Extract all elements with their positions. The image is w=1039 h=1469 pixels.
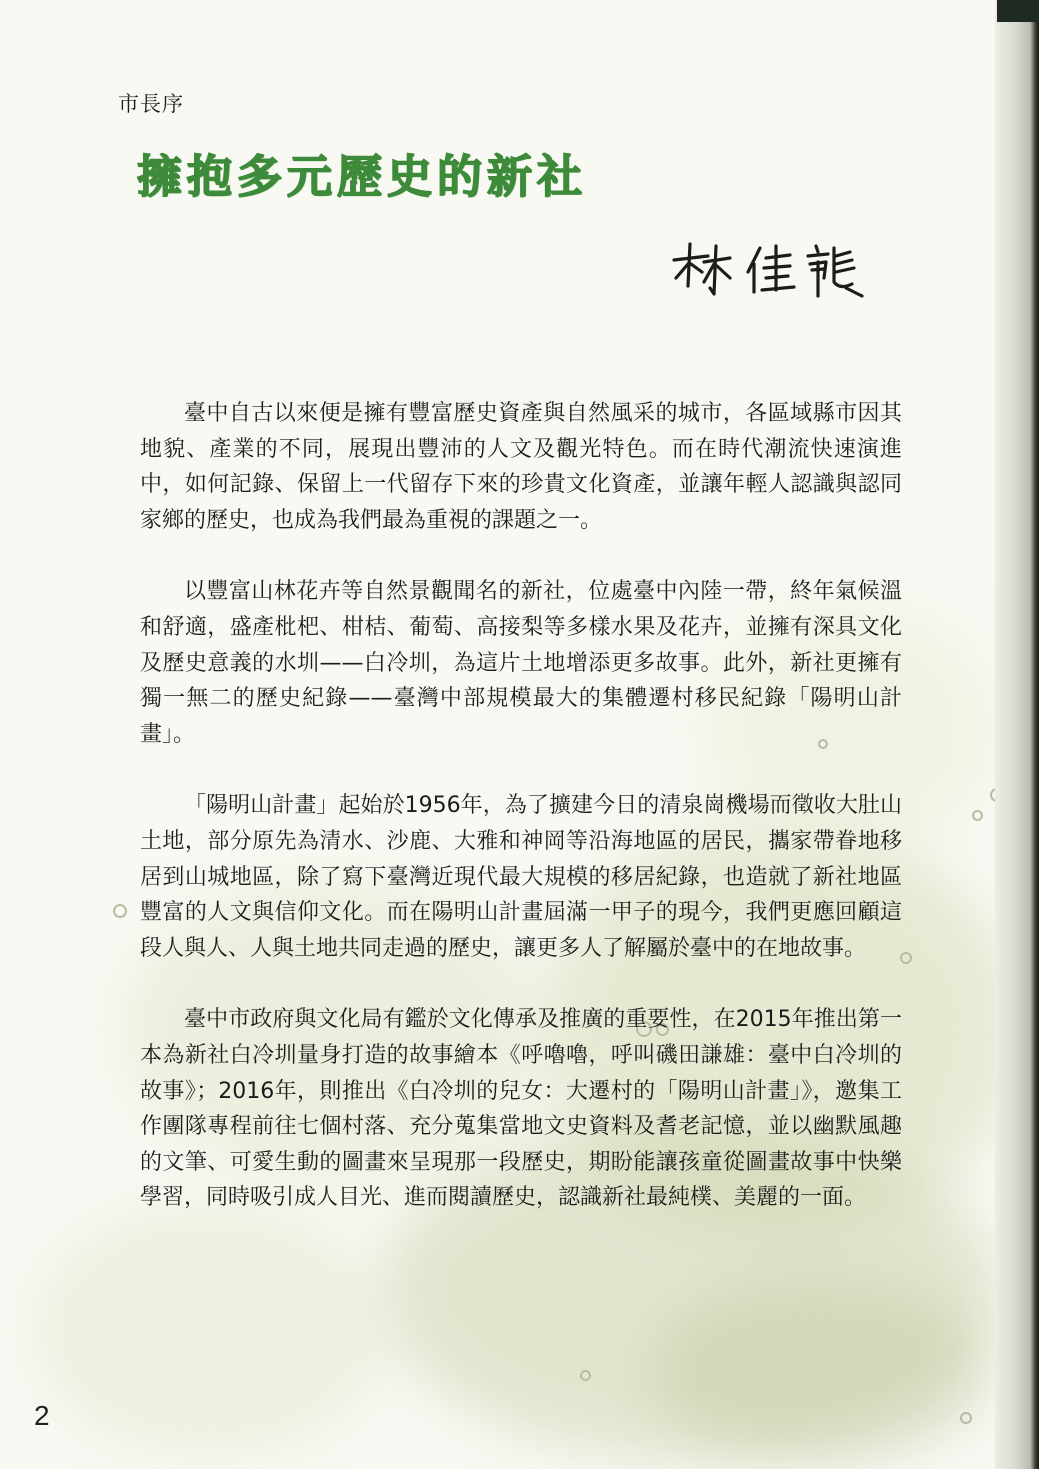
watercolor-dot bbox=[580, 1370, 591, 1381]
body-text bbox=[140, 396, 902, 1252]
watercolor-dot bbox=[960, 1412, 972, 1424]
paragraph: 以豐富山林花卉等自然景觀聞名的新社，位處臺中內陸一帶，終年氣候溫和舒適，盛產枇杷、柑桔、葡萄、高接梨等多樣水果及花卉，並擁有深具文化及歷史意義的水圳——白冷圳，為這片土地增添更多故事。此外，新社更擁有獨一無二的歷史紀錄——臺灣中部規模最大的集體遷村移民紀錄「陽明山計畫」。 bbox=[140, 579, 902, 747]
book-binding-edge bbox=[995, 0, 1039, 1469]
page-title: 擁抱多元歷史的新社 bbox=[137, 150, 588, 203]
paragraph: 臺中市政府與文化局有鑑於文化傳承及推廣的重要性，在2015年推出第一本為新社白冷圳量身打造的故事繪本《呼嚕嚕，呼叫磯田謙雄：臺中白冷圳的故事》；2016年，則推出《白冷圳的兒女：大遷村的「陽明山計畫」》，邀集工作團隊專程前往七個村落、充分蒐集當地文史資料及耆老記憶，並以幽默風趣的文筆、可愛生動的圖畫來呈現那一段歷史，期盼能讓孩童從圖畫故事中快樂學習，同時吸引成人目光、進而閱讀歷史，認識新社最純樸、美麗的一面。 bbox=[140, 1007, 902, 1211]
watercolor-wash bbox=[650, 1280, 990, 1460]
page-number: 2 bbox=[34, 1400, 50, 1431]
paragraph: 「陽明山計畫」起始於1956年，為了擴建今日的清泉崗機場而徵收大肚山土地，部分原先為清水、沙鹿、大雅和神岡等沿海地區的居民，攜家帶眷地移居到山城地區，除了寫下臺灣近現代最大規模的移居紀錄，也造就了新社地區豐富的人文與信仰文化。而在陽明山計畫屆滿一甲子的現今，我們更應回顧這段人與人、人與土地共同走過的歷史，讓更多人了解屬於臺中的在地故事。 bbox=[140, 793, 902, 961]
section-label: 市長序 bbox=[118, 92, 184, 116]
paragraph: 臺中自古以來便是擁有豐富歷史資產與自然風采的城市，各區域縣市因其地貌、產業的不同，展現出豐沛的人文及觀光特色。而在時代潮流快速演進中，如何記錄、保留上一代留存下來的珍貴文化資產，並讓年輕人認識與認同家鄉的歷史，也成為我們最為重視的課題之一。 bbox=[140, 401, 902, 533]
signature-image bbox=[668, 238, 868, 308]
book-binding-corner bbox=[997, 0, 1039, 22]
watercolor-dot bbox=[972, 810, 983, 821]
watercolor-dot bbox=[113, 904, 127, 918]
